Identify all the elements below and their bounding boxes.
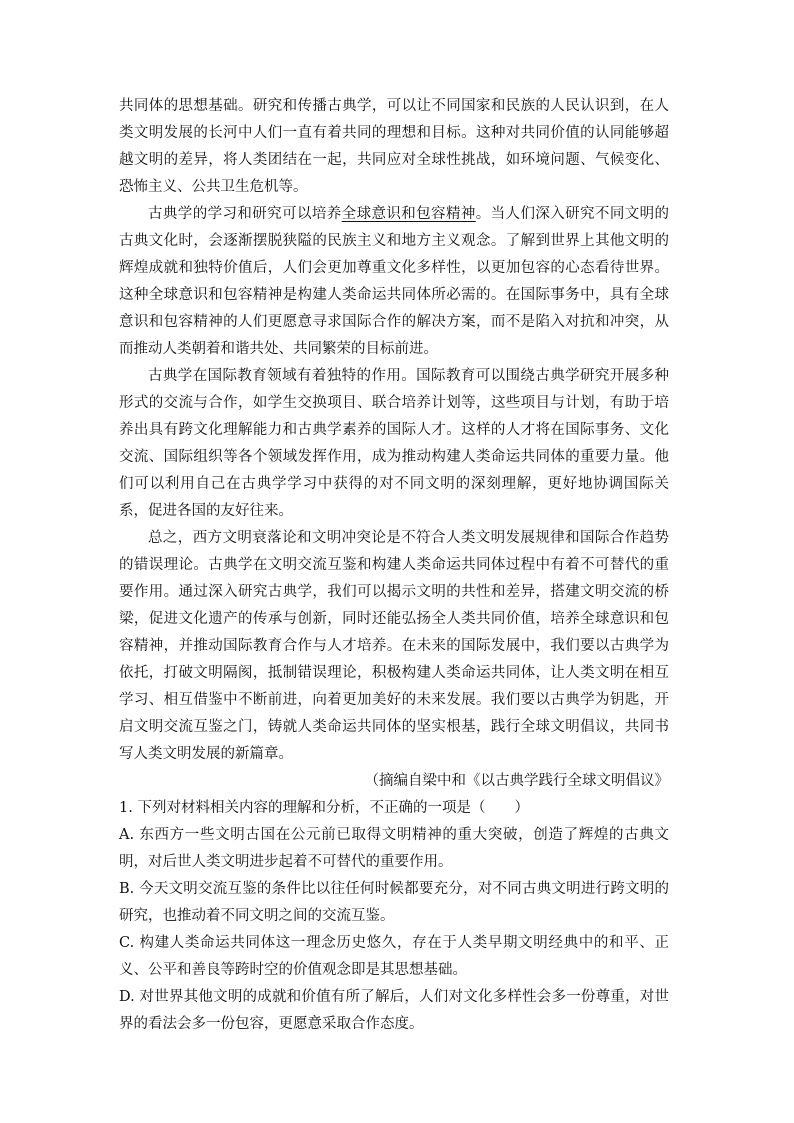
- option-c: C. 构建人类命运共同体这一理念历史悠久，存在于人类早期文明经典中的和平、正义、公平和善良等跨时空的价值观念即是其思想基础。: [119, 935, 669, 978]
- question-stem: 1. 下列对材料相关内容的理解和分析，不正确的一项是（ ）: [119, 800, 529, 816]
- paragraph-2: [119, 201, 669, 363]
- paragraph-4: 总之，西方文明衰落论和文明冲突论是不符合人类文明发展规律和国际合作趋势的错误理论。古典学在文明交流互鉴和构建人类命运共同体过程中有着不可替代的重要作用。通过深入研究古典学，我们可以揭示文明的共性和差异，搭建文明交流的桥梁，促进文化遗产的传承与创新，同时还能弘扬全人类共同价值，培养全球意识和包容精神，并推动国际教育合作与人才培养。在未来的国际发展中，我们要以古典学为依托，打破文明隔阂，抵制错误理论，积极构建人类命运共同体，让人类文明在相互学习、相互借鉴中不断前进，向着更加美好的未来发展。我们要以古典学为钥匙，开启文明交流互鉴之门，铸就人类命运共同体的坚实根基，践行全球文明倡议，共同书写人类文明发展的新篇章。: [119, 530, 669, 762]
- paragraph-1: 共同体的思想基础。研究和传播古典学，可以让不同国家和民族的人民认识到，在人类文明发展的长河中人们一直有着共同的理想和目标。这种对共同价值的认同能够超越文明的差异，将人类团结在一起，共同应对全球性挑战，如环境问题、气候变化、恐怖主义、公共卫生危机等。: [119, 98, 669, 195]
- paragraph-2-rest: 。当人们深入研究不同文明的古典文化时，会逐渐摆脱狭隘的民族主义和地方主义观念。了解到世界上其他文明的辉煌成就和独特价值后，人们会更加尊重文化多样性，以更加包容的心态看待世界。这种全球意识和包容精神是构建人类命运共同体所必需的。在国际事务中，具有全球意识和包容精神的人们更愿意寻求国际合作的解决方案，而不是陷入对抗和冲突，从而推动人类朝着和谐共处、共同繁荣的目标前进。: [119, 206, 670, 357]
- paragraph-2-lead: 古典学的学习和研究可以培养: [148, 206, 342, 222]
- option-d: D. 对世界其他文明的成就和价值有所了解后，人们对文化多样性会多一份尊重，对世界的看法会多一份包容，更愿意采取合作态度。: [119, 989, 669, 1032]
- source-citation: （摘编自梁中和《以古典学践行全球文明倡议》: [364, 773, 669, 789]
- underlined-phrase: 全球意识和包容精神: [341, 206, 476, 222]
- document-page: [119, 93, 669, 1038]
- option-a: A. 东西方一些文明古国在公元前已取得文明精神的重大突破，创造了辉煌的古典文明，对后世人类文明进步起着不可替代的重要作用。: [119, 827, 669, 870]
- paragraph-3: 古典学在国际教育领域有着独特的作用。国际教育可以围绕古典学研究开展多种形式的交流与合作，如学生交换项目、联合培养计划等，这些项目与计划，有助于培养出具有跨文化理解能力和古典学素养的国际人才。这样的人才将在国际事务、文化交流、国际组织等各个领域发挥作用，成为推动构建人类命运共同体的重要力量。他们可以利用自己在古典学学习中获得的对不同文明的深刻理解，更好地协调国际关系，促进各国的友好往来。: [119, 368, 669, 519]
- option-b: B. 今天文明交流互鉴的条件比以往任何时候都要充分，对不同古典文明进行跨文明的研究，也推动着不同文明之间的交流互鉴。: [119, 881, 669, 924]
